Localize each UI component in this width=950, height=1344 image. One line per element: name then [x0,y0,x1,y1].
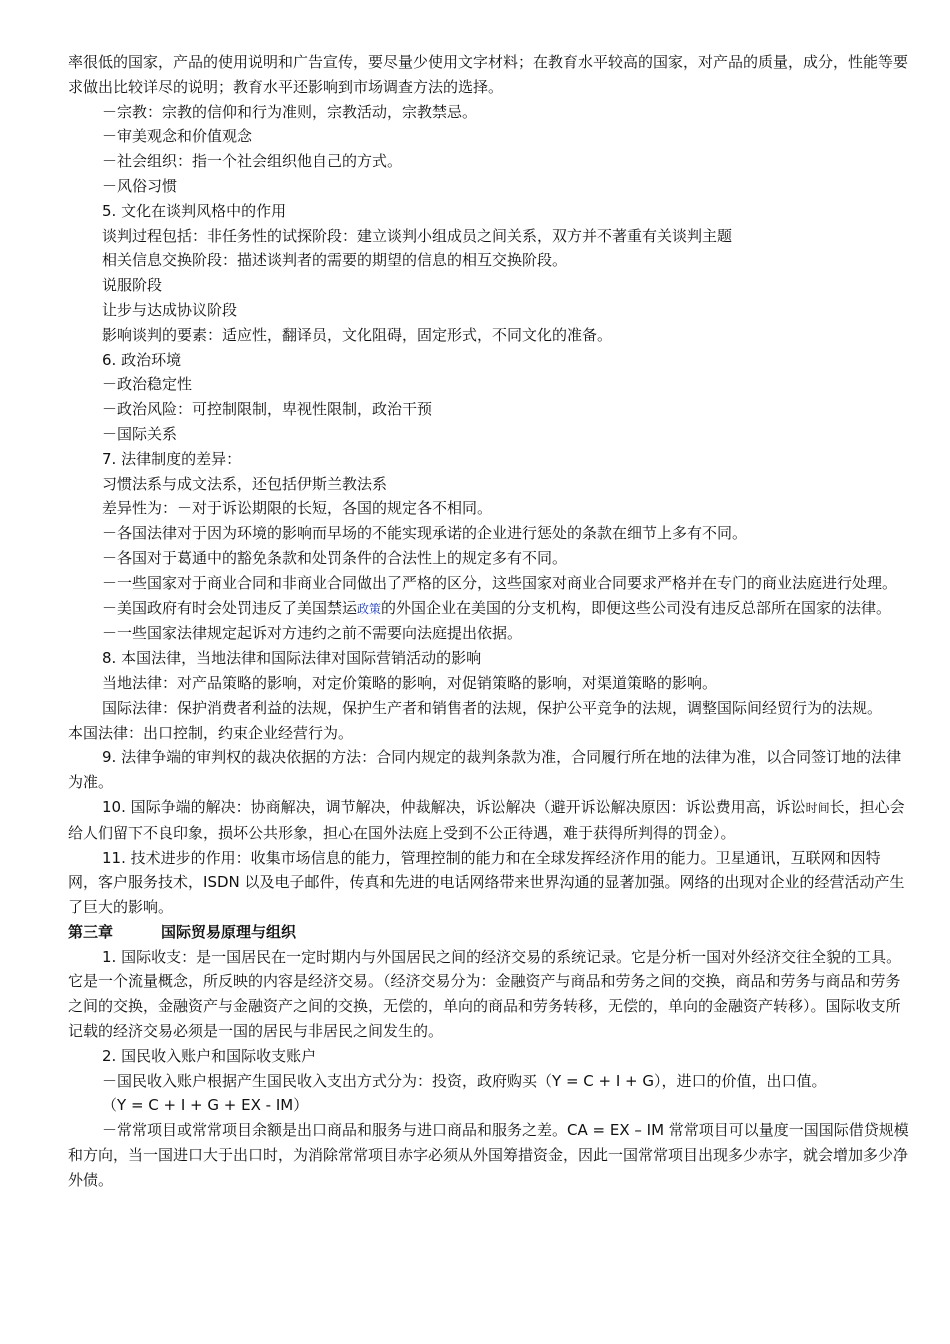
domestic-law: 本国法律：出口控制，约束企业经营行为。 [68,723,354,742]
international-law: 国际法律：保护消费者利益的法规，保护生产者和销售者的法规，保护公平竞争的法规，调整国际间经贸行为的法规。 [102,698,883,717]
section-number: 8. [102,649,117,668]
negotiation-factors: 影响谈判的要素：适应性，翻译员，文化阻碍，固定形式，不同文化的准备。 [102,325,613,344]
text-segment: （ [102,1096,118,1115]
text-segment: 时间 [805,800,830,815]
paragraph-education-tail [68,50,910,100]
current-account [68,1118,910,1192]
local-law: 当地法律：对产品策略的影响，对定价策略的影响，对促销策略的影响，对渠道策略的影响。 [102,673,718,692]
item-political-risk: －政治风险：可控制限制，卑视性限制，政治干预 [102,400,433,419]
legal-difference-item: －各国法律对于因为环境的影响而早场的不能实现承诺的企业进行惩处的条款在细节上多有不同。 [102,524,748,543]
policy-link[interactable]: 政策 [357,601,382,616]
section-number: 2. [102,1046,117,1065]
section-5-heading [68,199,910,224]
text-segment: 国际争端的解决：协商解决，调节解决，仲裁解决，诉讼解决（避开诉讼解决原因：诉讼费用高，诉讼 [125,797,806,816]
text-segment: 以及电子邮件，传真和先进的电话网络带来世界沟通的显著加强。网络的出现对企业的经营活动产生了巨大的影响。 [68,873,905,917]
section-text: 国际收支：是一国居民在一定时期内与外国居民之间的经济交易的系统记录。它是分析一国对外经济交往全貌的工具。它是一个流量概念，所反映的内容是经济交易。（经济交易分为：金融资产与商品和劳务之间的交换，商品和劳务与商品和劳务之间的交换，金融资产与金融资产之间的交换，无偿的，单向的商品和劳务转移，无偿的，单向的金融资产转移）。国际收支所记载的经济交易必须是一国的居民与非居民之间发生的。 [68,947,902,1041]
text-segment: 技术进步的作用：收集市场信息的能力，管理控制的能力和在全球发挥经济作用的能力。卫星通讯，互联网和因特网，客户服务技术， [68,848,881,892]
legal-difference-item [68,596,910,622]
item-religion: －宗教：宗教的信仰和行为准则，宗教活动，宗教禁忌。 [102,102,478,121]
document-body [68,50,910,1193]
formula: CA = EX – IM [567,1121,665,1140]
negotiation-process: 谈判过程包括：非任务性的试探阶段：建立谈判小组成员之间关系，双方并不著重有关谈判主题 [102,226,733,245]
section-title: 国民收入账户和国际收支账户 [116,1046,317,1065]
negotiation-info-exchange: 相关信息交换阶段：描述谈判者的需要的期望的信息的相互交换阶段。 [102,251,568,270]
negotiation-concession: 让步与达成协议阶段 [102,300,238,319]
section-number: 1. [102,947,117,966]
national-income-account [68,1069,910,1094]
negotiation-persuasion: 说服阶段 [102,276,163,295]
item-political-stability: －政治稳定性 [102,375,193,394]
chapter-label: 第三章 [68,922,114,941]
formula: Y = C + I + G + EX - IM [117,1096,294,1115]
section-number: 5. [102,201,117,220]
text-segment: －美国政府有时会处罚违反了美国禁运 [102,598,358,617]
section-title: 政治环境 [116,350,182,369]
section-11 [68,846,910,920]
section-text: 法律争端的审判权的裁决依据的方法：合同内规定的裁判条款为准，合同履行所在地的法律为准，以合同签订地的法律为准。 [68,748,902,792]
text-segment: －常常项目或常常项目余额是出口商品和服务与进口商品和服务之差。 [102,1121,568,1140]
section-7-heading [68,447,910,472]
legal-difference-item: －一些国家法律规定起诉对方违约之前不需要向法庭提出依据。 [102,624,523,643]
item-customs: －风俗习惯 [102,176,178,195]
ch3-section-1 [68,945,910,1044]
legal-differences: 差异性为：－对于诉讼期限的长短，各国的规定各不相同。 [102,499,493,518]
section-10 [68,795,910,846]
section-number: 10. [102,797,126,816]
section-6-heading [68,348,910,373]
ch3-section-2-heading [68,1044,910,1069]
text-line: 率很低的国家，产品的使用说明和广告宣传，要尽量少使用文字材料；在教育水平较高的国家，对产品的质量， [68,53,804,71]
text-segment: 的外国企业在美国的分支机构，即便这些公司没有违反总部所在国家的法律。 [381,598,892,617]
text-segment: －国民收入账户根据产生国民收入支出方式分为：投资，政府购买（ [102,1071,553,1090]
section-number: 9. [102,748,117,767]
item-social-organization: －社会组织：指一个社会组织他自己的方式。 [102,152,403,171]
text-line: 成分，性能等要求做出比较详尽的说明；教育水平还影响到市场调查方法的选择。 [68,53,909,96]
legal-systems: 习惯法系与成文法系，还包括伊斯兰教法系 [102,474,388,493]
section-9 [68,745,910,795]
section-title: 法律制度的差异： [116,449,242,468]
text-segment: ISDN [203,873,240,892]
legal-difference-item: －一些国家对于商业合同和非商业合同做出了严格的区分，这些国家对商业合同要求严格并在专门的商业法庭进行处理。 [102,573,898,592]
section-title: 文化在谈判风格中的作用 [116,201,287,220]
text-segment: 常常项目可以量度一国国际借贷规模和方向，当一国进口大于出口时，为消除常常项目赤字必须从外国筹措资金，因此一国常常项目出现多少赤字，就会增加多少净外债。 [68,1121,909,1189]
section-title: 本国法律，当地法律和国际法律对国际营销活动的影响 [116,649,482,668]
item-international-relations: －国际关系 [102,424,178,443]
legal-difference-item: －各国对于葛通中的豁免条款和处罚条件的合法性上的规定多有不同。 [102,548,568,567]
text-segment: 长，担心会给人们留下不良印象，损坏公共形象，担心在国外法庭上受到不公正待遇，难于获得所判得的罚金）。 [68,797,905,842]
section-number: 11. [102,848,126,867]
section-number: 6. [102,350,117,369]
text-segment: ），进口的价值，出口值。 [654,1071,827,1090]
item-aesthetics: －审美观念和价值观念 [102,127,253,146]
formula: Y = C + I + G [552,1071,655,1090]
chapter-title: 国际贸易原理与组织 [161,922,297,941]
formula-line [68,1093,910,1118]
text-segment: ） [293,1096,309,1115]
section-number: 7. [102,449,117,468]
chapter-heading [68,920,910,945]
section-8-heading [68,646,910,671]
